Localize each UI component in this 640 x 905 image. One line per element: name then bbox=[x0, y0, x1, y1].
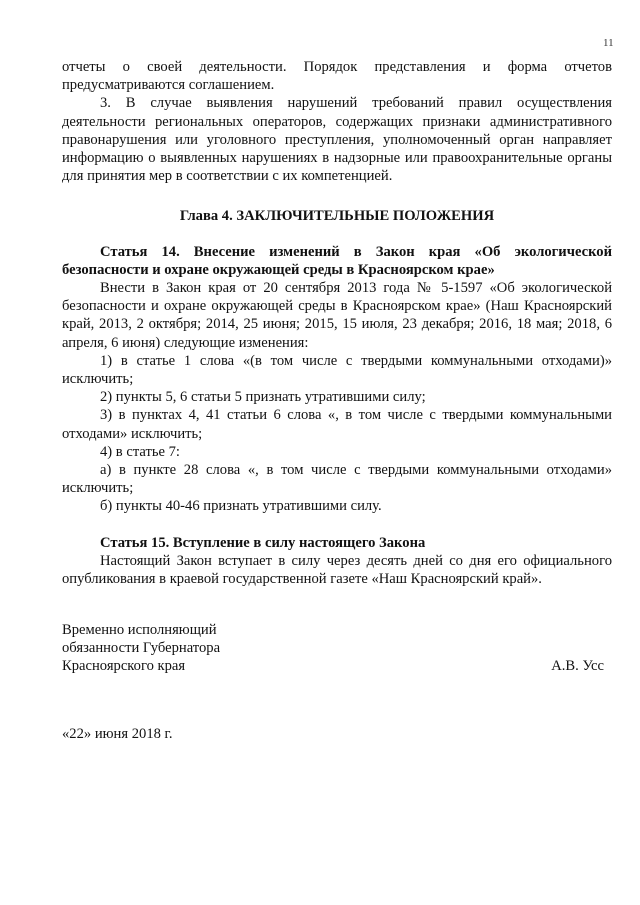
article-14-item-3: 3) в пунктах 4, 41 статьи 6 слова «, в том числе с твердыми коммунальными отходами» исключить; bbox=[62, 407, 612, 442]
page-number: 11 bbox=[603, 37, 614, 49]
signature-block bbox=[62, 621, 612, 676]
article-14-item-4: 4) в статье 7: bbox=[100, 443, 180, 460]
document-date: «22» июня 2018 г. bbox=[62, 726, 173, 742]
signatory-title-line-3: Красноярского края bbox=[62, 658, 186, 675]
article-14-item-1: 1) в статье 1 слова «(в том числе с твердыми коммунальными отходами)» исключить; bbox=[62, 352, 612, 388]
signatory-title bbox=[62, 621, 612, 676]
article-15-title: Статья 15. Вступление в силу настоящего Закона bbox=[100, 534, 426, 551]
article-14-item-4b: б) пункты 40-46 признать утратившими силу. bbox=[100, 498, 382, 515]
article-14-item-2: 2) пункты 5, 6 статьи 5 признать утратившими силу; bbox=[100, 389, 426, 406]
signatory-title-line-1: Временно исполняющий bbox=[62, 622, 217, 638]
article-14-title: Статья 14. Внесение изменений в Закон края «Об экологической безопасности и охране окружающей среды в Красноярском крае» bbox=[62, 243, 612, 278]
article-14-intro: Внести в Закон края от 20 сентября 2013 года № 5-1597 «Об экологической безопасности и охране окружающей среды в Красноярском крае» (Наш Красноярский край, 2013, 2 октября; 2014, 25 июня; 2015, 15 июля, 23 декабря; 2016, 18 мая; 2018, 6 апреля, 6 июня) следующие изменения: bbox=[62, 280, 612, 351]
intro-paragraph-continuation: отчеты о своей деятельности. Порядок представления и форма отчетов предусматриваются соглашением. bbox=[62, 59, 612, 94]
chapter-title: Глава 4. ЗАКЛЮЧИТЕЛЬНЫЕ ПОЛОЖЕНИЯ bbox=[179, 208, 495, 225]
intro-paragraph-3: 3. В случае выявления нарушений требований правил осуществления деятельности региональных операторов, содержащих признаки административного правонарушения или уголовного преступления, уполномоченный орган направляет информацию о выявленных нарушениях в надзорные или правоохранительные органы для принятия мер в соответствии с их компетенцией. bbox=[62, 95, 612, 185]
spacer bbox=[62, 516, 612, 534]
article-14-item-4a: а) в пункте 28 слова «, в том числе с твердыми коммунальными отходами» исключить; bbox=[62, 462, 612, 497]
document-body bbox=[62, 58, 612, 588]
signatory-name: А.В. Усс bbox=[551, 658, 604, 675]
article-15-text: Настоящий Закон вступает в силу через десять дней со дня его официального опубликования в краевой государственной газете «Наш Красноярский край». bbox=[62, 552, 612, 588]
signatory-title-line-2: обязанности Губернатора bbox=[62, 640, 221, 657]
